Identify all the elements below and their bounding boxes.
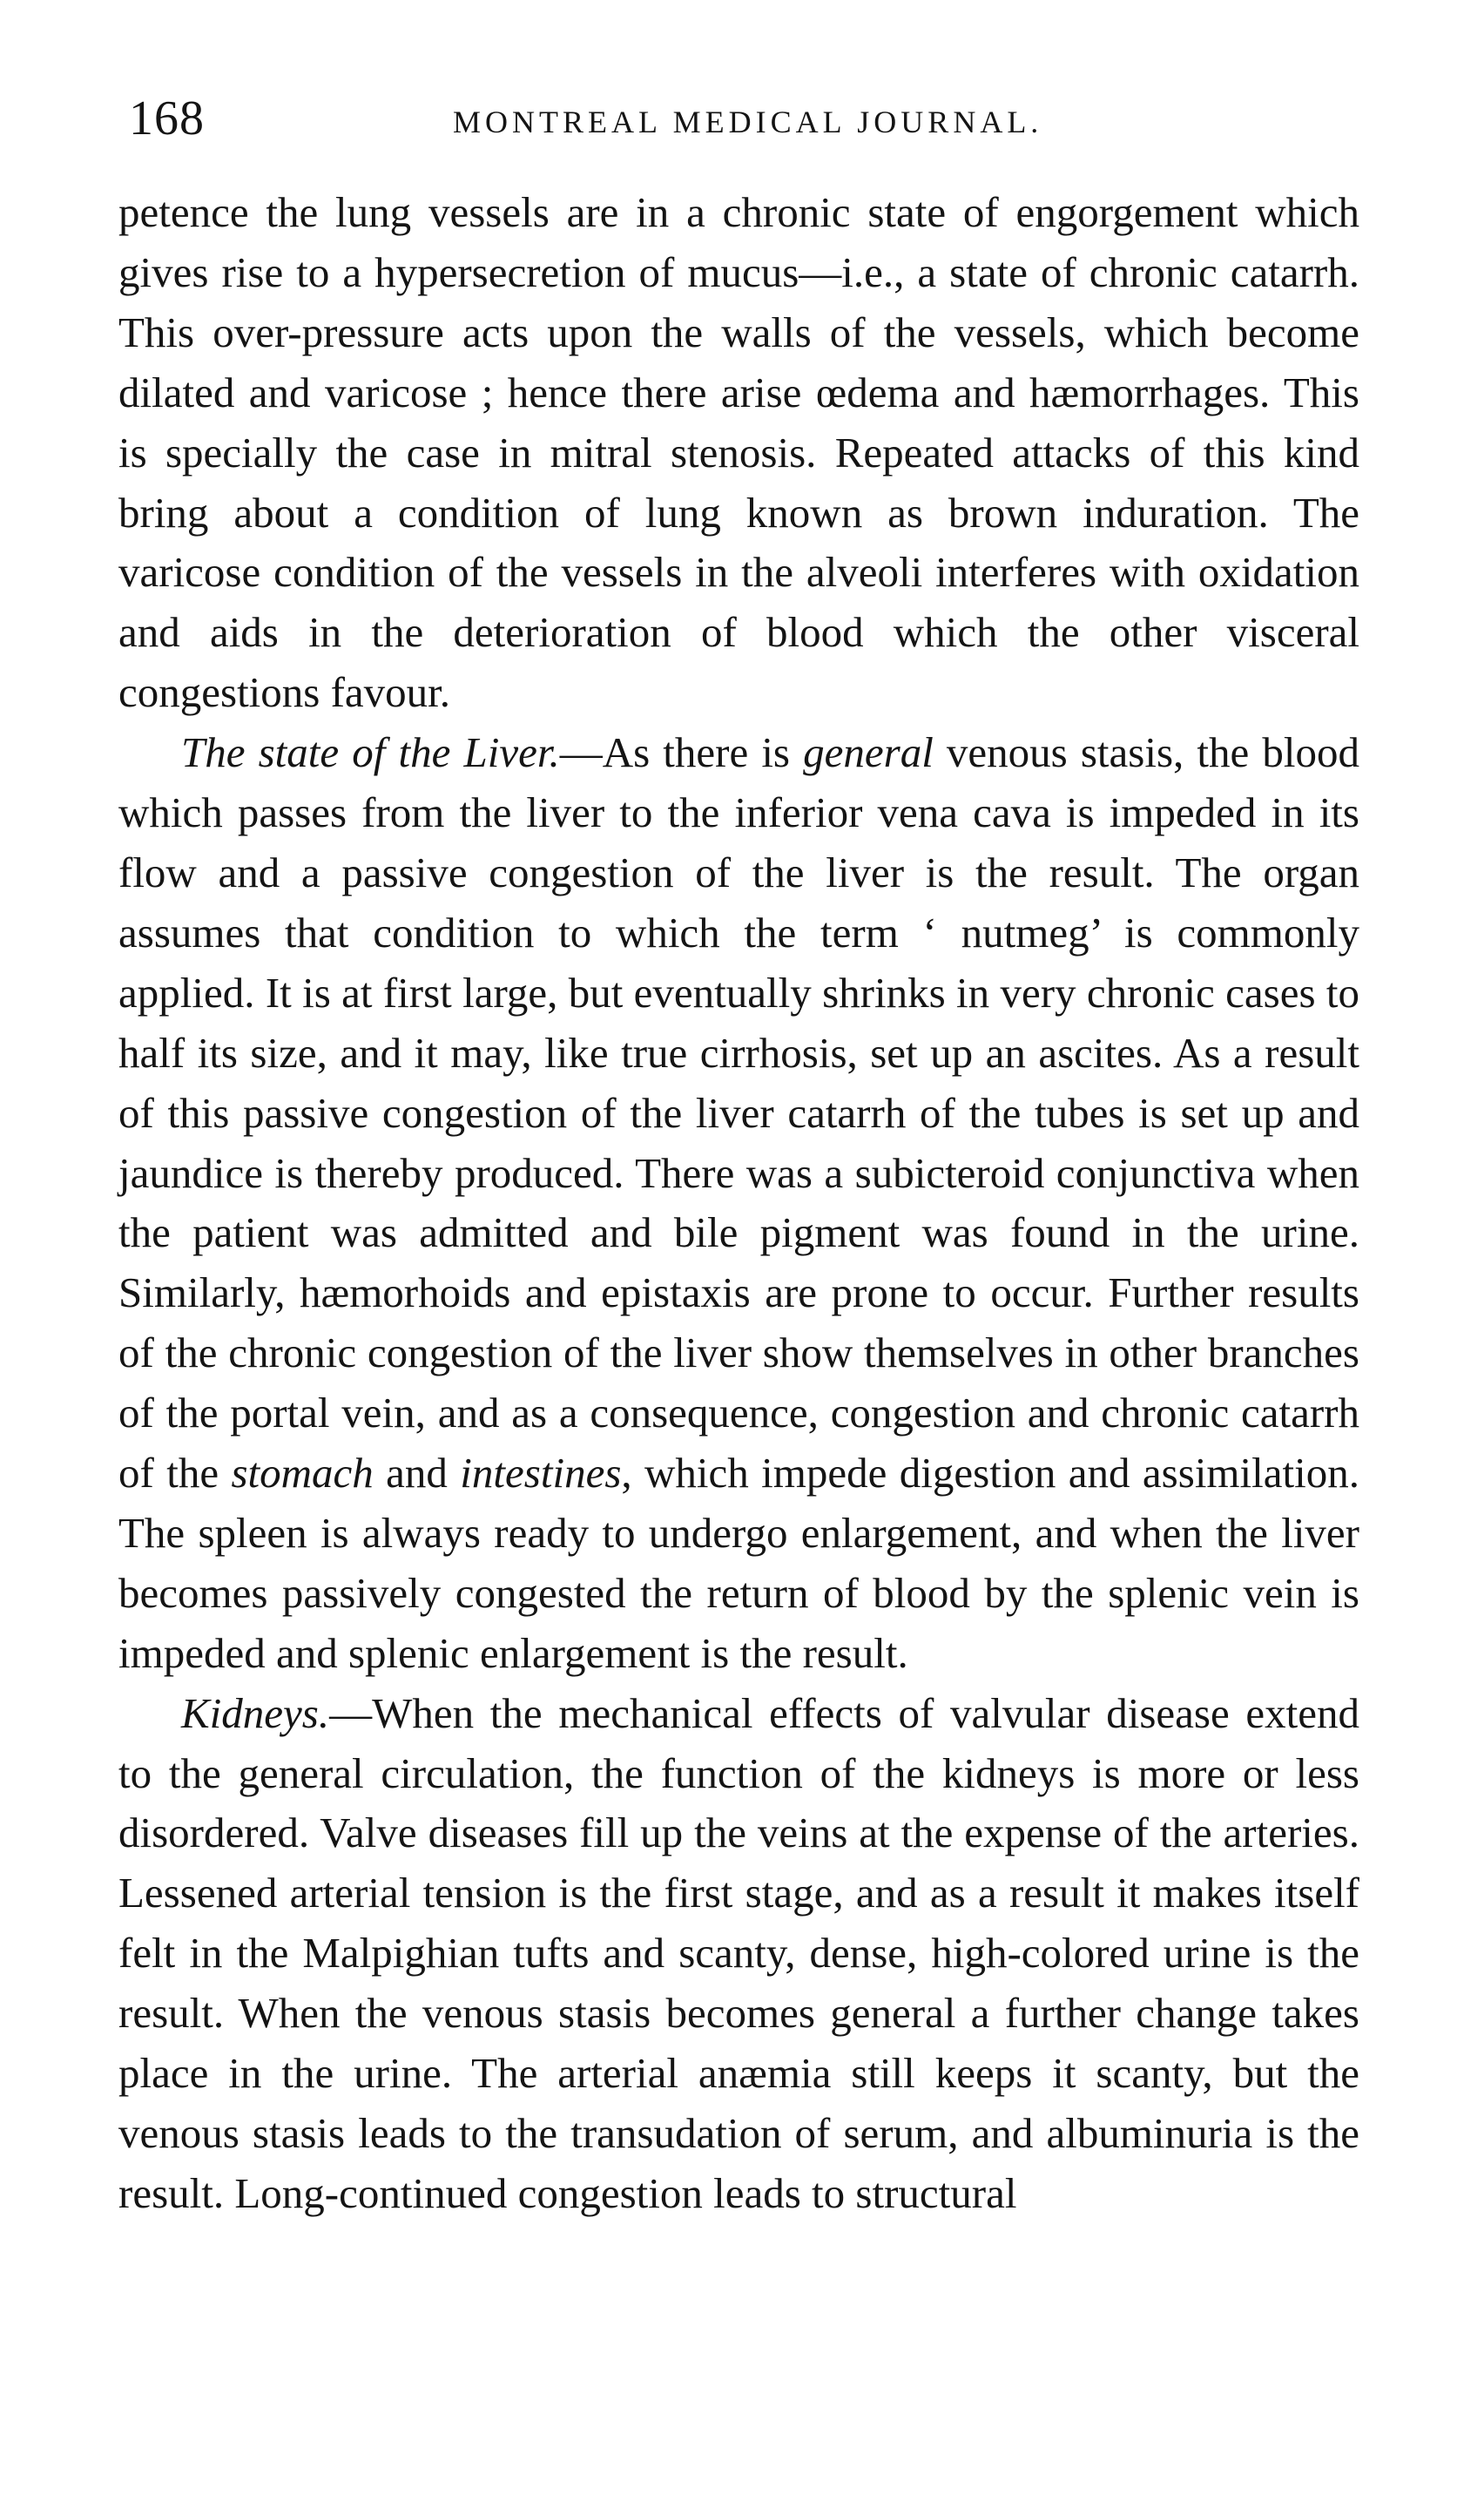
running-title: MONTREAL MEDICAL JOURNAL. (453, 105, 1043, 139)
page-number: 168 (129, 91, 205, 145)
text-run: and (373, 1449, 461, 1498)
section-heading-liver: The state of the Liver. (181, 728, 560, 777)
paragraph-kidneys (118, 1684, 1359, 2224)
text-run: —As there is (559, 728, 804, 777)
emphasis-stomach: stomach (231, 1449, 374, 1498)
emphasis-intestines: intestines (460, 1449, 622, 1498)
text-run: venous stasis, the blood which passes from the liver to the inferior vena cava is impeded in its flow and a passive congestion of the liver is the result. The organ assumes that condition to which the term ‘ nutmeg’ is commonly applied. It is at first large, but eventually shrinks in very chronic cases to half its size, and it may, like true cirrhosis, set up an ascites. As a result of this passive congestion of the liver catarrh of the tubes is set up and jaundice is thereby produced. There was a subicteroid conjunctiva when the patient was admitted and bile pigment was found in the urine. Similarly, hæmorhoids and epistaxis are prone to occur. Further results of the chronic congestion of the liver show themselves in other branches of the portal vein, and as a consequence, congestion and chronic catarrh of the (118, 728, 1359, 1498)
paragraph-lung-congestion: petence the lung vessels are in a chronic state of engorgement which gives rise to a hypersecretion of mucus—i.e., a state of chronic catarrh. This over-pressure acts upon the walls of the vessels, which become dilated and varicose ; hence there arise œdema and hæmorrhages. This is specially the case in mitral stenosis. Repeated attacks of this kind bring about a condition of lung known as brown induration. The varicose condition of the vessels in the alveoli interferes with oxidation and aids in the deterioration of blood which the other visceral congestions favour. (118, 188, 1359, 717)
article-body (118, 183, 1359, 2224)
running-header (129, 87, 1357, 150)
section-heading-kidneys: Kidneys. (181, 1688, 330, 1737)
text-run: —When the mechanical effects of valvular disease extend to the general circulation, the function of the kidneys is more or less disordered. Valve diseases fill up the veins at the expense of the arteries. Lessened arterial tension is the first stage, and as a result it makes itself felt in the Malpighian tufts and scanty, dense, high-colored urine is the result. When the venous stasis becomes general a further change takes place in the urine. The arterial anæmia still keeps it scanty, but the venous stasis leads to the transudation of serum, and albuminuria is the result. Long-continued congestion leads to structural (118, 1688, 1359, 2217)
paragraph-liver (118, 723, 1359, 1684)
emphasis-general: general (803, 728, 934, 777)
text-run: , which impede digestion and assimilation. The spleen is always ready to undergo enlargement, and when the liver becomes passively congested the return of blood by the splenic vein is impeded and splenic enlargement is the result. (118, 1449, 1359, 1677)
